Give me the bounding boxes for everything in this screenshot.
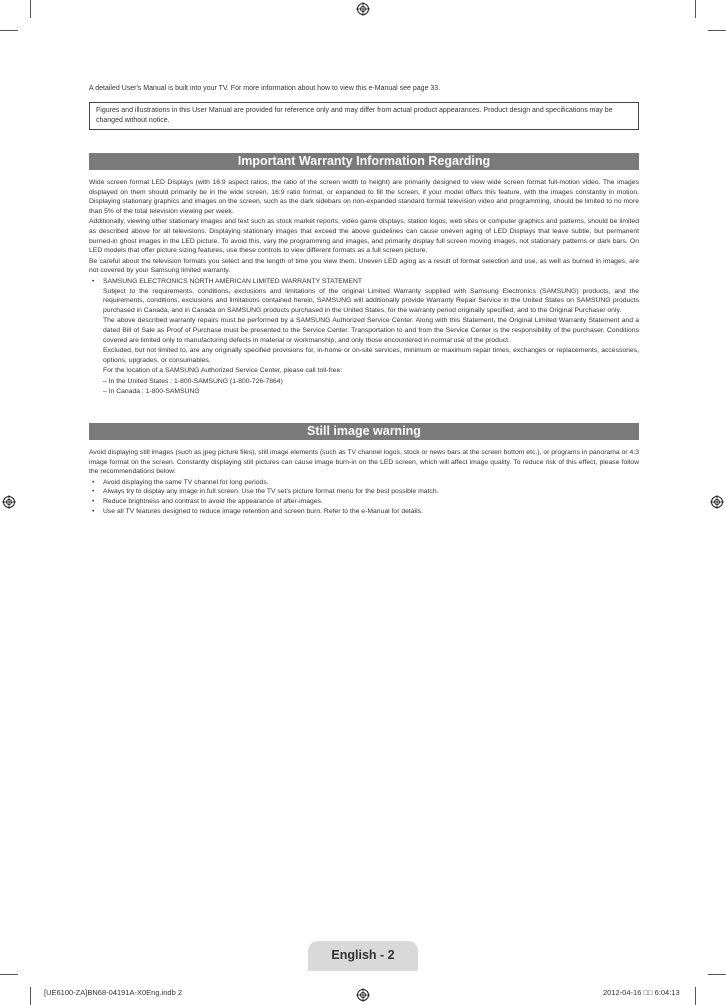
bullet-dot-icon: • (92, 488, 95, 496)
section-spacer (89, 398, 639, 423)
print-slug-filename: [UE6100-ZA]BN68-04191A-X0Eng.indb 2 (44, 988, 183, 997)
disclaimer-note-box (89, 102, 639, 130)
bullet-dot-icon: • (92, 507, 95, 515)
warranty-paragraph-1: Wide screen format LED Displays (with 16:9 aspect ratios, the ratio of the screen width to height) are primarily designed to view wide screen format full-motion video. The images displayed on them should primarily be in the wide screen, 16:9 ratio format, or expanded to fill the screen, if your model offers this feature, with the images constantly in motion. Displaying stationary graphics and images on the screen, such as the dark sidebars on non-expanded standard format television video and programming, should be limited to no more than 5% of the total television viewing per week. (89, 179, 639, 215)
warranty-bullet-item (89, 277, 639, 397)
intro-text: A detailed User's Manual is built into your TV. For more information about how to view this e-Manual see page 33. (89, 85, 441, 92)
bullet-dot-icon: • (92, 277, 95, 285)
still-image-paragraph: Avoid displaying still images (such as jpeg picture files), still image elements (such as TV channel logos, stock or news bars at the screen bottom etc.), or programs in panorama or 4:3 image format on the screen. Constantly displaying still pictures can cause image burn-in on the LED screen, which will affect image quality. To reduce risk of this effect, please follow the recommendations below: (89, 449, 639, 476)
page-number-tab (308, 941, 418, 971)
warranty-bullet-list (89, 277, 639, 397)
warranty-phone-canada: – In Canada : 1-800-SAMSUNG (103, 388, 200, 396)
still-image-bullet-3 (89, 497, 639, 507)
bullet-dot-icon: • (92, 478, 95, 486)
warranty-phone-us: – In the United States : 1-800-SAMSUNG (1-800-726-7864) (103, 377, 283, 385)
still-image-bullet-1 (89, 478, 639, 488)
bullet-dot-icon: • (92, 498, 95, 506)
registration-mark-right-icon (710, 495, 724, 509)
crop-mark-top-left-horizontal (0, 30, 18, 31)
crop-mark-bottom-left-horizontal (0, 974, 18, 975)
warranty-paragraph-3: Be careful about the television formats you select and the length of time you view them. Uneven LED aging as a result of format selection and use, as well as burned in images, are not covered by your Samsung limited warranty. (89, 257, 639, 275)
still-image-bullet-text: Always try to display any image in full screen. Use the TV set's picture format menu for the best possible match. (103, 488, 439, 496)
crop-mark-top-right-vertical (695, 0, 696, 18)
registration-mark-bottom-icon (356, 988, 370, 1002)
crop-mark-bottom-right-vertical (695, 987, 696, 1005)
warranty-statement-paragraph-1: Subject to the requirements, conditions, exclusions and limitations of the original Limited Warranty supplied with Samsung Electronics (SAMSUNG) products, and the requirements, conditions, exclusions and limitations contained herein, SAMSUNG will additionally provide Warranty Repair Service in the United States on SAMSUNG products purchased in Canada, and in Canada on SAMSUNG products purchased in the United States, for the warranty period originally specified, and to the Original Purchaser only. (103, 287, 639, 314)
warranty-statement-paragraph-3: Excluded, but not limited to, are any originally specified provisions for, in-home or on-site services, minimum or maximum repair times, exchanges or replacements, accessories, options, upgrades, or consumables. (103, 347, 639, 364)
still-image-bullet-text: Use all TV features designed to reduce image retention and screen burn. Refer to the e-Manual for details. (103, 507, 423, 515)
warranty-paragraph-2: Additionally, viewing other stationary images and text such as stock market reports, video game displays, station logos, web sites or computer graphics and patterns, should be limited as described above for all televisions. Displaying stationary images that exceed the above guidelines can cause uneven aging of LED Displays that leave subtle, but permanent burned-in ghost images in the LED picture. To avoid this, vary the programming and images, and primarily display full screen moving images, not stationary patterns or dark bars. On LED models that offer picture sizing features, use these controls to view different formats as a full screen picture. (89, 218, 639, 255)
crop-mark-top-left-vertical (30, 0, 31, 18)
still-image-bullet-text: Avoid displaying the same TV channel for long periods. (103, 478, 269, 486)
warranty-statement-paragraph-4: For the location of a SAMSUNG Authorized Service Center, please call toll-free: (103, 367, 343, 375)
crop-mark-bottom-left-vertical (30, 987, 31, 1005)
still-image-bullet-text: Reduce brightness and contrast to avoid the appearance of after-images. (103, 498, 323, 506)
still-image-bullet-4 (89, 507, 639, 517)
still-image-section-header: Still image warning (89, 423, 639, 440)
warranty-section-header: Important Warranty Information Regarding (89, 153, 639, 170)
registration-mark-left-icon (2, 495, 16, 509)
warranty-statement-title: SAMSUNG ELECTRONICS NORTH AMERICAN LIMITED WARRANTY STATEMENT (103, 277, 363, 285)
still-image-bullet-2 (89, 487, 639, 497)
disclaimer-note-text: Figures and illustrations in this User Manual are provided for reference only and may differ from actual product appearances. Product design and specifications may be changed without notice. (96, 107, 613, 124)
crop-mark-top-right-horizontal (708, 30, 726, 31)
crop-mark-bottom-right-horizontal (708, 974, 726, 975)
print-slug-timestamp: 2012-04-16 □□ 6:04:13 (603, 988, 680, 997)
page-content (89, 84, 639, 516)
registration-mark-top-icon (356, 2, 370, 16)
still-image-bullet-list (89, 478, 639, 516)
page-number-label: English - 2 (331, 948, 395, 962)
warranty-statement-paragraph-2: The above described warranty repairs must be performed by a SAMSUNG Authorized Service Center. Along with this Statement, the Original Limited Warranty Statement and a dated Bill of Sale as Proof of Purchase must be presented to the Service Center. Transportation to and from the Service Center is the responsibility of the purchaser. Conditions covered are limited only to manufacturing defects in material or workmanship, and only those encountered in normal use of the product. (103, 317, 639, 344)
